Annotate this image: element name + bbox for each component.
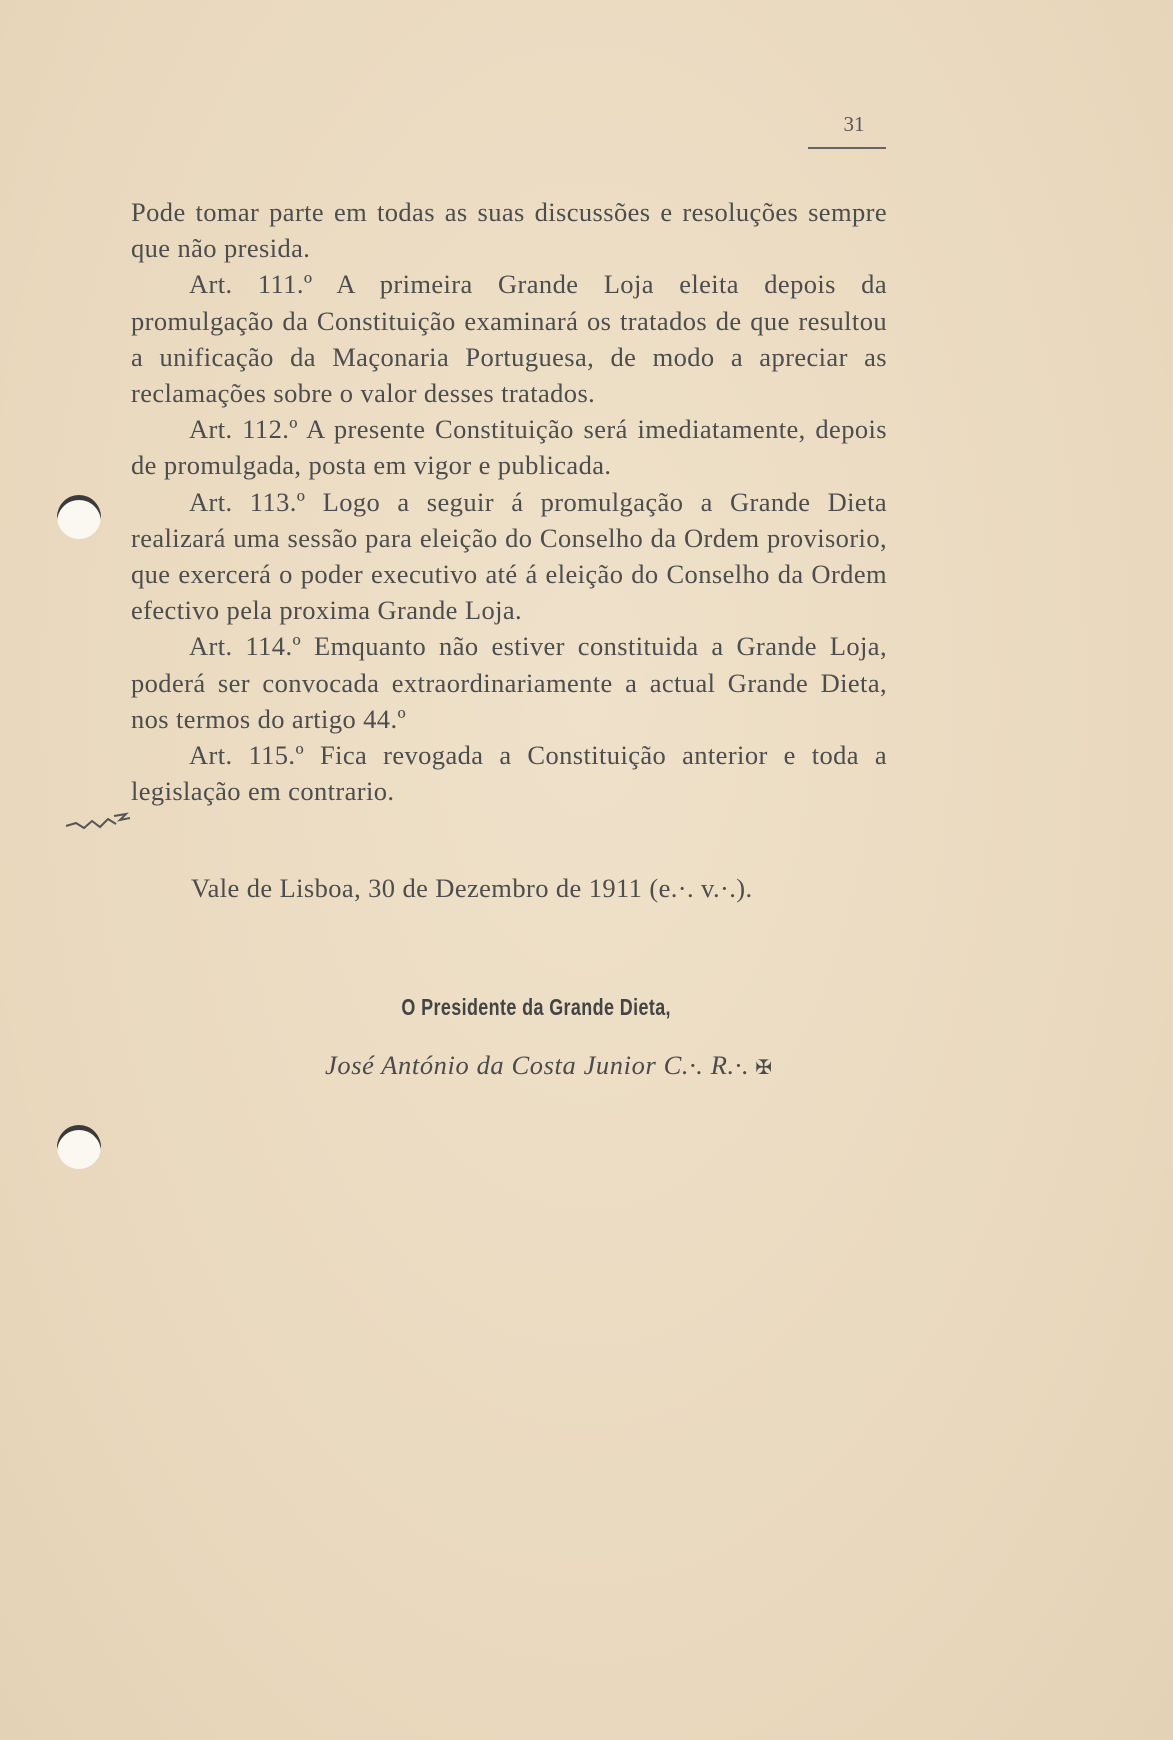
punch-hole-top: [57, 495, 101, 539]
punch-hole-bottom: [57, 1125, 101, 1169]
paragraph-art-114: Art. 114.º Emquanto não estiver constituida a Grande Loja, poderá ser convocada extraordinariamente a actual Grande Dieta, nos termos do artigo 44.º: [131, 631, 887, 734]
paragraph: Pode tomar parte em todas as suas discussões e resoluções sempre que não presida.: [131, 197, 887, 264]
signature-name: [325, 1050, 925, 1081]
ink-mark: [62, 806, 134, 834]
place-date: Vale de Lisboa, 30 de Dezembro de 1911 (e.·. v.·.).: [191, 873, 753, 903]
page-number-rule: [808, 147, 886, 149]
paragraph-art-112: Art. 112.º A presente Constituição será imediatamente, depois de promulgada, posta em vigor e publicada.: [131, 414, 887, 481]
signer-name: José António da Costa Junior C.·. R.·.: [325, 1050, 750, 1080]
articles-text: [131, 194, 887, 809]
paragraph-art-111: Art. 111.º A primeira Grande Loja eleita depois da promulgação da Constituição examinará os tratados de que resultou a unificação da Maçonaria Portuguesa, de modo a apreciar as reclamações sobre o valor desses tratados.: [131, 269, 887, 409]
signature-title: O Presidente da Grande Dieta,: [401, 994, 671, 1020]
cross-icon: ✠: [755, 1057, 773, 1079]
paragraph-art-113: Art. 113.º Logo a seguir á promulgação a Grande Dieta realizará uma sessão para eleição do Conselho da Ordem provisorio, que exercerá o poder executivo até á eleição do Conselho da Ordem efectivo pela proxima Grande Loja.: [131, 486, 887, 626]
paragraph-art-115: Art. 115.º Fica revogada a Constituição anterior e toda a legislação em contrario.: [131, 740, 887, 807]
page-number: 31: [843, 112, 865, 136]
